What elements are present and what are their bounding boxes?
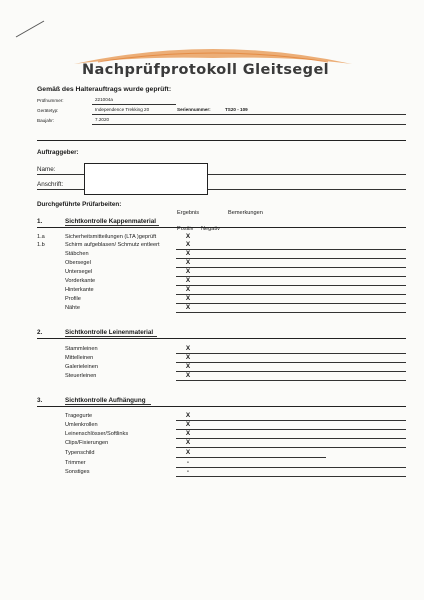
- check-item-label: Vorderkante: [65, 278, 96, 284]
- intro-text: Gemäß des Halterauftrags wurde geprüft:: [37, 86, 172, 93]
- check-mark: X: [185, 295, 191, 302]
- row-number: 1.a: [37, 234, 45, 240]
- check-mark: X: [185, 277, 191, 284]
- remarks-line: [176, 420, 406, 421]
- section3-title-underline: [65, 404, 151, 405]
- check-mark: X: [185, 259, 191, 266]
- check-mark: X: [185, 372, 191, 379]
- remarks-line: [176, 429, 406, 430]
- col-positive: Positiv: [177, 226, 194, 232]
- separator-line: [37, 140, 406, 141]
- remarks-line: [176, 362, 406, 363]
- pen-mark: [14, 18, 48, 40]
- remarks-line: [176, 285, 406, 286]
- section1-number: 1.: [37, 218, 43, 225]
- check-item-label: Mittelleinen: [65, 355, 94, 361]
- geraetetyp-line: [92, 114, 406, 115]
- check-item-label: Trimmer: [65, 460, 86, 466]
- section1-rule: [37, 227, 406, 228]
- section1-title: Sichtkontrolle Kappenmaterial: [65, 218, 156, 225]
- pruefnummer-line: [92, 104, 176, 105]
- check-mark: X: [185, 268, 191, 275]
- geraetetyp-value: Independence Trekking 20: [95, 107, 150, 112]
- section3-rule: [37, 406, 406, 407]
- check-item-label: Untersegel: [65, 269, 93, 275]
- seriennummer-value: TS20 - 109: [225, 107, 248, 112]
- section2-title: Sichtkontrolle Leinenmaterial: [65, 329, 154, 336]
- section2-number: 2.: [37, 329, 43, 336]
- check-mark: X: [185, 412, 191, 419]
- row-number: 1.b: [37, 242, 45, 248]
- remarks-line: [176, 447, 406, 448]
- check-item-label: Schirm aufgeblasen/ Schmutz entleert: [65, 242, 160, 248]
- client-address-label: Anschrift:: [37, 181, 64, 188]
- remarks-line: [176, 467, 406, 468]
- check-mark: -: [186, 468, 190, 475]
- check-item-label: Clips/Fixierungen: [65, 440, 109, 446]
- section3-number: 3.: [37, 397, 43, 404]
- check-mark: X: [185, 439, 191, 446]
- checks-heading: Durchgeführte Prüfarbeiten:: [37, 201, 122, 208]
- redacted-client-box: [84, 163, 208, 195]
- check-mark: X: [185, 304, 191, 311]
- client-heading: Auftraggeber:: [37, 149, 79, 156]
- remarks-line: [176, 312, 406, 313]
- check-mark: X: [185, 286, 191, 293]
- geraetetyp-label: Gerätetyp:: [37, 108, 59, 113]
- baujahr-line: [92, 124, 406, 125]
- check-item-label: Tragegurte: [65, 413, 93, 419]
- client-name-label: Name:: [37, 166, 56, 173]
- check-mark: X: [185, 363, 191, 370]
- section2-title-underline: [65, 336, 157, 337]
- section3-title: Sichtkontrolle Aufhängung: [65, 397, 146, 404]
- check-item-label: Nähte: [65, 305, 80, 311]
- baujahr-label: Baujahr:: [37, 118, 55, 123]
- check-mark: X: [185, 449, 191, 456]
- check-item-label: Stäbchen: [65, 251, 89, 257]
- baujahr-value: 7.2020: [95, 117, 110, 122]
- remarks-line: [176, 303, 406, 304]
- col-remarks: Bemerkungen: [228, 210, 263, 216]
- col-negative: Negativ: [201, 226, 220, 232]
- check-item-label: Galerieleinen: [65, 364, 98, 370]
- check-item-label: Hinterkante: [65, 287, 94, 293]
- check-mark: X: [185, 233, 191, 240]
- check-mark: -: [186, 459, 190, 466]
- check-item-label: Obersegel: [65, 260, 91, 266]
- col-result: Ergebnis: [177, 210, 200, 216]
- check-item-label: Sicherheitsmitteilungen (LTA )geprüft: [65, 234, 157, 240]
- remarks-line: [176, 380, 406, 381]
- check-item-label: Sonstiges: [65, 469, 90, 475]
- check-item-label: Steuerleinen: [65, 373, 97, 379]
- check-item-label: Profile: [65, 296, 81, 302]
- remarks-line: [176, 457, 326, 458]
- pruefnummer-value: 221004a: [95, 97, 113, 102]
- check-item-label: Umlenkrollen: [65, 422, 98, 428]
- remarks-line: [176, 371, 406, 372]
- section1-title-underline: [65, 225, 159, 226]
- page-title: Nachprüfprotokoll Gleitsegel: [82, 62, 330, 78]
- check-mark: X: [185, 345, 191, 352]
- check-mark: X: [185, 241, 191, 248]
- seriennummer-label: Seriennummer:: [177, 107, 211, 112]
- check-mark: X: [185, 354, 191, 361]
- remarks-line: [176, 353, 406, 354]
- check-mark: X: [185, 250, 191, 257]
- remarks-line: [176, 438, 406, 439]
- remarks-line: [176, 267, 406, 268]
- remarks-line: [176, 276, 406, 277]
- pruefnummer-label: Prüfnummer:: [37, 98, 64, 103]
- check-mark: X: [185, 430, 191, 437]
- section2-rule: [37, 338, 406, 339]
- remarks-line: [176, 249, 406, 250]
- remarks-line: [176, 258, 406, 259]
- remarks-line: [176, 476, 406, 477]
- check-item-label: Leinenschlösser/Softlinks: [65, 431, 129, 437]
- check-mark: X: [185, 421, 191, 428]
- remarks-line: [176, 294, 406, 295]
- check-item-label: Stammleinen: [65, 346, 98, 352]
- check-item-label: Typenschild: [65, 450, 95, 456]
